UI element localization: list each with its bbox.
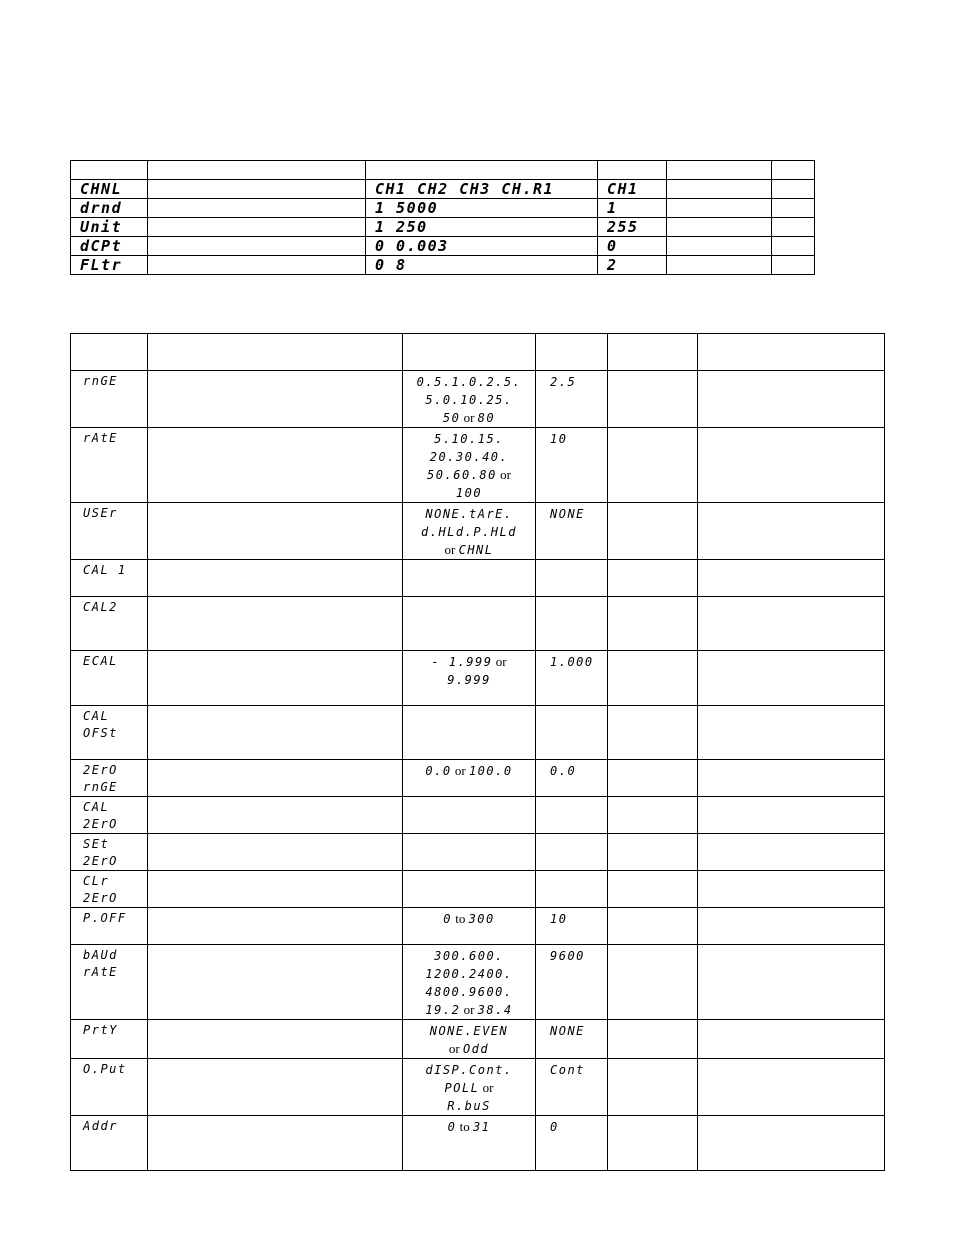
range-connector: or xyxy=(460,410,478,425)
default-cell xyxy=(598,256,667,275)
empty-cell xyxy=(148,945,403,1020)
empty-cell xyxy=(698,651,885,706)
range-value: 31 xyxy=(472,1120,491,1134)
empty-cell xyxy=(698,428,885,503)
default-text: 0 xyxy=(607,237,618,255)
empty-cell xyxy=(698,706,885,760)
channel-settings-table xyxy=(70,160,815,275)
empty-cell xyxy=(698,1116,885,1171)
empty-cell xyxy=(148,834,403,871)
empty-cell xyxy=(608,908,698,945)
empty-cell xyxy=(148,651,403,706)
range-value: 20.30.40. xyxy=(429,450,509,464)
range-text: 1 250 xyxy=(375,218,428,236)
table-row xyxy=(71,1059,885,1116)
empty-cell xyxy=(772,180,815,199)
range-line xyxy=(403,1061,535,1079)
range-cell xyxy=(403,871,536,908)
default-text: 0.0 xyxy=(550,764,577,778)
default-cell xyxy=(598,199,667,218)
range-cell xyxy=(403,651,536,706)
table-row xyxy=(71,597,885,651)
empty-cell xyxy=(148,871,403,908)
code-cell xyxy=(71,706,148,760)
code-cell xyxy=(71,797,148,834)
empty-cell xyxy=(698,597,885,651)
header-cell xyxy=(667,161,772,180)
code-cell xyxy=(71,503,148,560)
code-cell xyxy=(71,834,148,871)
code-text: dCPt xyxy=(80,237,123,255)
default-cell xyxy=(536,560,608,597)
parameter-settings-table xyxy=(70,333,885,1171)
table-row xyxy=(71,706,885,760)
code-cell xyxy=(71,218,148,237)
header-cell xyxy=(71,161,148,180)
table-row xyxy=(71,428,885,503)
default-cell xyxy=(536,1059,608,1116)
range-value: 50.60.80 xyxy=(427,468,497,482)
code-cell xyxy=(71,199,148,218)
code-text: rAtE xyxy=(83,431,118,445)
range-line xyxy=(403,1097,535,1115)
table-row xyxy=(71,1116,885,1171)
default-cell xyxy=(598,237,667,256)
empty-cell xyxy=(148,180,366,199)
range-cell xyxy=(366,180,598,199)
range-cell xyxy=(403,371,536,428)
range-line xyxy=(403,1001,535,1019)
empty-cell xyxy=(148,797,403,834)
empty-cell xyxy=(698,871,885,908)
empty-cell xyxy=(148,597,403,651)
code-text: CAL2 xyxy=(83,600,118,614)
empty-cell xyxy=(148,908,403,945)
code-text: SEt xyxy=(83,837,110,851)
empty-cell xyxy=(608,371,698,428)
code-cell xyxy=(71,908,148,945)
default-cell xyxy=(536,503,608,560)
header-cell xyxy=(598,161,667,180)
empty-cell xyxy=(698,908,885,945)
empty-cell xyxy=(608,871,698,908)
empty-cell xyxy=(148,760,403,797)
default-cell xyxy=(536,908,608,945)
range-value: 5.0.10.25. xyxy=(425,393,513,407)
default-cell xyxy=(536,797,608,834)
empty-cell xyxy=(698,560,885,597)
range-value: 0 xyxy=(443,912,452,926)
code-cell xyxy=(71,237,148,256)
table-header-row xyxy=(71,161,815,180)
range-text: 0 0.003 xyxy=(375,237,449,255)
default-cell xyxy=(598,180,667,199)
code-text: 2ErO xyxy=(83,763,118,777)
default-text: NONE xyxy=(550,507,585,521)
default-cell xyxy=(536,945,608,1020)
code-text: Unit xyxy=(80,218,123,236)
range-connector: or xyxy=(451,763,469,778)
range-line xyxy=(403,910,535,928)
code-text: PrtY xyxy=(83,1023,118,1037)
range-text: 0 8 xyxy=(375,256,407,274)
code-cell xyxy=(71,1059,148,1116)
header-cell xyxy=(772,161,815,180)
table-header-row xyxy=(71,334,885,371)
empty-cell xyxy=(608,428,698,503)
default-cell xyxy=(598,218,667,237)
default-text: 0 xyxy=(550,1120,559,1134)
range-cell xyxy=(403,428,536,503)
range-value: 0.5.1.0.2.5. xyxy=(416,375,522,389)
code-cell xyxy=(71,256,148,275)
table-row xyxy=(71,797,885,834)
code-text: FLtr xyxy=(80,256,123,274)
range-cell xyxy=(403,706,536,760)
empty-cell xyxy=(608,597,698,651)
range-cell xyxy=(403,1116,536,1171)
range-line xyxy=(403,391,535,409)
header-cell xyxy=(536,334,608,371)
code-cell xyxy=(71,180,148,199)
range-line xyxy=(403,430,535,448)
empty-cell xyxy=(772,218,815,237)
default-cell xyxy=(536,871,608,908)
header-cell xyxy=(366,161,598,180)
range-value: 300 xyxy=(468,912,495,926)
range-line xyxy=(403,484,535,502)
empty-cell xyxy=(608,651,698,706)
code-text: Addr xyxy=(83,1119,118,1133)
table-row xyxy=(71,503,885,560)
empty-cell xyxy=(608,706,698,760)
code-text: OFSt xyxy=(83,726,118,740)
default-cell xyxy=(536,371,608,428)
code-cell xyxy=(71,945,148,1020)
empty-cell xyxy=(148,1116,403,1171)
range-line xyxy=(403,1022,535,1040)
table-row xyxy=(71,180,815,199)
range-line xyxy=(403,1118,535,1136)
range-cell xyxy=(366,218,598,237)
empty-cell xyxy=(698,760,885,797)
table-row xyxy=(71,651,885,706)
range-connector: to xyxy=(451,911,469,926)
empty-cell xyxy=(667,256,772,275)
empty-cell xyxy=(772,237,815,256)
range-value: d.HLd.P.HLd xyxy=(421,525,517,539)
code-text: 2ErO xyxy=(83,854,118,868)
range-value: 5.10.15. xyxy=(434,432,504,446)
code-text: CLr xyxy=(83,874,110,888)
range-value: R.buS xyxy=(447,1099,491,1113)
default-cell xyxy=(536,1116,608,1171)
range-value: 38.4 xyxy=(477,1003,513,1017)
empty-cell xyxy=(698,834,885,871)
table-row xyxy=(71,560,885,597)
default-text: 9600 xyxy=(550,949,585,963)
range-line xyxy=(403,523,535,541)
range-value: dISP.Cont. xyxy=(425,1063,513,1077)
empty-cell xyxy=(698,1020,885,1059)
code-text: rnGE xyxy=(83,780,118,794)
range-value: NONE.EVEN xyxy=(429,1024,509,1038)
code-text: CAL xyxy=(83,709,110,723)
default-text: 2.5 xyxy=(550,375,577,389)
empty-cell xyxy=(148,1020,403,1059)
code-text: bAUd xyxy=(83,948,118,962)
range-value: 4800.9600. xyxy=(425,985,513,999)
empty-cell xyxy=(667,199,772,218)
range-value: POLL xyxy=(444,1081,480,1095)
header-cell xyxy=(148,334,403,371)
empty-cell xyxy=(608,1059,698,1116)
empty-cell xyxy=(148,428,403,503)
range-value: 0.0 xyxy=(425,764,452,778)
empty-cell xyxy=(772,199,815,218)
default-cell xyxy=(536,706,608,760)
empty-cell xyxy=(667,218,772,237)
range-value: 300.600. xyxy=(434,949,504,963)
default-text: 255 xyxy=(607,218,639,236)
range-cell xyxy=(403,797,536,834)
range-cell xyxy=(403,560,536,597)
range-line xyxy=(403,373,535,391)
table-row xyxy=(71,1020,885,1059)
default-text: 10 xyxy=(550,432,568,446)
range-text: 1 5000 xyxy=(375,199,439,217)
table-row xyxy=(71,199,815,218)
range-line xyxy=(403,1040,535,1058)
code-cell xyxy=(71,1020,148,1059)
range-cell xyxy=(403,760,536,797)
range-connector: or xyxy=(448,1041,463,1056)
code-text: rAtE xyxy=(83,965,118,979)
range-cell xyxy=(403,1059,536,1116)
table-row xyxy=(71,908,885,945)
empty-cell xyxy=(608,1020,698,1059)
empty-cell xyxy=(667,237,772,256)
empty-cell xyxy=(148,237,366,256)
code-cell xyxy=(71,651,148,706)
code-text: drnd xyxy=(80,199,123,217)
range-value: 100.0 xyxy=(468,764,513,778)
range-connector: or xyxy=(492,654,507,669)
code-cell xyxy=(71,597,148,651)
range-line xyxy=(403,409,535,427)
default-cell xyxy=(536,834,608,871)
range-cell xyxy=(403,597,536,651)
table-row xyxy=(71,871,885,908)
range-connector: or xyxy=(460,1002,478,1017)
range-value: 80 xyxy=(477,411,496,425)
range-cell xyxy=(366,256,598,275)
empty-cell xyxy=(698,503,885,560)
default-text: 10 xyxy=(550,912,568,926)
default-text: 1.000 xyxy=(550,655,594,669)
range-connector: or xyxy=(496,467,511,482)
table-row xyxy=(71,218,815,237)
range-line xyxy=(403,965,535,983)
empty-cell xyxy=(148,256,366,275)
range-line xyxy=(403,448,535,466)
default-text: 2 xyxy=(607,256,618,274)
range-value: - 1.999 xyxy=(431,655,493,669)
empty-cell xyxy=(148,371,403,428)
header-cell xyxy=(608,334,698,371)
table-row xyxy=(71,237,815,256)
range-line xyxy=(403,671,535,689)
empty-cell xyxy=(608,834,698,871)
empty-cell xyxy=(698,1059,885,1116)
range-line xyxy=(403,1079,535,1097)
range-value: NONE.tArE. xyxy=(425,507,513,521)
range-connector: to xyxy=(456,1119,473,1134)
table-row xyxy=(71,834,885,871)
range-connector: or xyxy=(444,542,459,557)
header-cell xyxy=(71,334,148,371)
empty-cell xyxy=(148,503,403,560)
code-text: O.Put xyxy=(83,1062,127,1076)
header-cell xyxy=(403,334,536,371)
code-text: 2ErO xyxy=(83,817,118,831)
header-cell xyxy=(148,161,366,180)
header-cell xyxy=(698,334,885,371)
table-row xyxy=(71,371,885,428)
empty-cell xyxy=(698,371,885,428)
code-text: CAL xyxy=(83,800,110,814)
range-line xyxy=(403,947,535,965)
default-cell xyxy=(536,428,608,503)
range-cell xyxy=(366,199,598,218)
range-line xyxy=(403,983,535,1001)
range-line xyxy=(403,505,535,523)
empty-cell xyxy=(698,945,885,1020)
range-cell xyxy=(403,503,536,560)
range-value: 50 xyxy=(442,411,461,425)
empty-cell xyxy=(667,180,772,199)
empty-cell xyxy=(608,760,698,797)
code-cell xyxy=(71,871,148,908)
range-connector: or xyxy=(479,1080,494,1095)
code-cell xyxy=(71,371,148,428)
empty-cell xyxy=(148,1059,403,1116)
default-text: Cont xyxy=(550,1063,585,1077)
range-line xyxy=(403,762,535,780)
range-value: Odd xyxy=(462,1042,490,1056)
range-cell xyxy=(403,1020,536,1059)
code-text: P.OFF xyxy=(83,911,127,925)
range-cell xyxy=(403,945,536,1020)
range-line xyxy=(403,466,535,484)
code-text: CHNL xyxy=(80,180,123,198)
empty-cell xyxy=(148,199,366,218)
code-cell xyxy=(71,560,148,597)
range-value: 0 xyxy=(447,1120,457,1134)
table-row xyxy=(71,256,815,275)
empty-cell xyxy=(148,218,366,237)
code-text: USEr xyxy=(83,506,118,520)
range-cell xyxy=(366,237,598,256)
default-cell xyxy=(536,651,608,706)
default-text: NONE xyxy=(550,1024,585,1038)
range-line xyxy=(403,541,535,559)
empty-cell xyxy=(608,1116,698,1171)
range-value: 19.2 xyxy=(425,1003,461,1017)
code-cell xyxy=(71,428,148,503)
empty-cell xyxy=(772,256,815,275)
empty-cell xyxy=(148,560,403,597)
range-line xyxy=(403,653,535,671)
range-cell xyxy=(403,908,536,945)
empty-cell xyxy=(608,560,698,597)
table-row xyxy=(71,945,885,1020)
empty-cell xyxy=(608,503,698,560)
code-text: rnGE xyxy=(83,374,118,388)
default-text: 1 xyxy=(607,199,618,217)
default-text: CH1 xyxy=(607,180,639,198)
table-row xyxy=(71,760,885,797)
code-text: 2ErO xyxy=(83,891,118,905)
default-cell xyxy=(536,1020,608,1059)
empty-cell xyxy=(608,945,698,1020)
code-cell xyxy=(71,1116,148,1171)
default-cell xyxy=(536,597,608,651)
code-cell xyxy=(71,760,148,797)
range-value: 9.999 xyxy=(447,673,491,687)
empty-cell xyxy=(148,706,403,760)
range-value: 1200.2400. xyxy=(425,967,513,981)
range-value: 100 xyxy=(455,486,483,500)
empty-cell xyxy=(698,797,885,834)
range-text: CH1 CH2 CH3 CH.R1 xyxy=(375,180,555,198)
default-cell xyxy=(536,760,608,797)
code-text: ECAL xyxy=(83,654,118,668)
range-cell xyxy=(403,834,536,871)
range-value: CHNL xyxy=(458,543,494,557)
code-text: CAL 1 xyxy=(83,563,127,577)
empty-cell xyxy=(608,797,698,834)
